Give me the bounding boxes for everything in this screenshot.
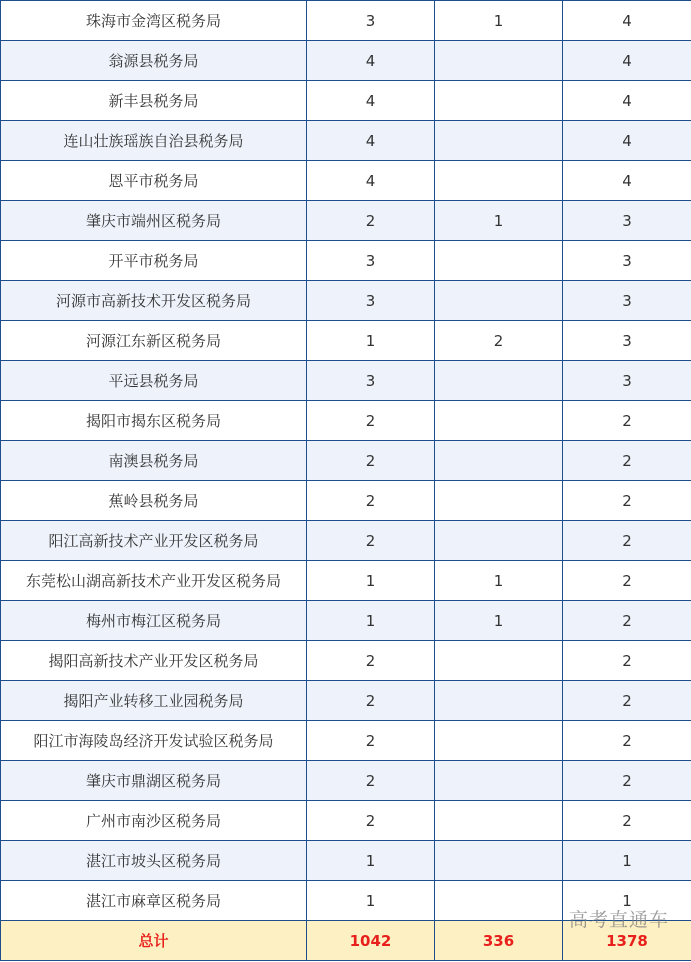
total-col-a-cell: 1042 [307, 921, 435, 961]
office-name-cell: 肇庆市鼎湖区税务局 [1, 761, 307, 801]
table-row [1, 841, 691, 881]
office-name-cell: 阳江高新技术产业开发区税务局 [1, 521, 307, 561]
row-total-cell: 3 [563, 361, 691, 401]
col-b-cell [435, 681, 563, 721]
col-a-cell: 3 [307, 1, 435, 41]
col-b-cell [435, 281, 563, 321]
table-row [1, 641, 691, 681]
col-b-cell [435, 441, 563, 481]
row-total-cell: 2 [563, 401, 691, 441]
table-row [1, 401, 691, 441]
office-name-cell: 湛江市坡头区税务局 [1, 841, 307, 881]
row-total-cell: 2 [563, 721, 691, 761]
office-name-cell: 河源市高新技术开发区税务局 [1, 281, 307, 321]
office-name-cell: 揭阳产业转移工业园税务局 [1, 681, 307, 721]
col-a-cell: 2 [307, 401, 435, 441]
col-a-cell: 2 [307, 441, 435, 481]
row-total-cell: 3 [563, 321, 691, 361]
office-name-cell: 连山壮族瑶族自治县税务局 [1, 121, 307, 161]
office-name-cell: 蕉岭县税务局 [1, 481, 307, 521]
office-name-cell: 新丰县税务局 [1, 81, 307, 121]
row-total-cell: 2 [563, 601, 691, 641]
col-b-cell [435, 801, 563, 841]
col-b-cell [435, 761, 563, 801]
col-a-cell: 2 [307, 201, 435, 241]
col-b-cell [435, 81, 563, 121]
office-name-cell: 肇庆市端州区税务局 [1, 201, 307, 241]
col-b-cell: 1 [435, 1, 563, 41]
office-name-cell: 揭阳市揭东区税务局 [1, 401, 307, 441]
col-a-cell: 2 [307, 801, 435, 841]
table-row [1, 41, 691, 81]
row-total-cell: 1 [563, 881, 691, 921]
office-name-cell: 珠海市金湾区税务局 [1, 1, 307, 41]
row-total-cell: 4 [563, 1, 691, 41]
row-total-cell: 3 [563, 281, 691, 321]
row-total-cell: 4 [563, 121, 691, 161]
table-row [1, 121, 691, 161]
row-total-cell: 4 [563, 81, 691, 121]
total-label-cell: 总计 [1, 921, 307, 961]
table-row [1, 441, 691, 481]
col-a-cell: 4 [307, 41, 435, 81]
total-row [1, 921, 691, 961]
col-a-cell: 1 [307, 561, 435, 601]
row-total-cell: 1 [563, 841, 691, 881]
col-b-cell: 1 [435, 601, 563, 641]
row-total-cell: 4 [563, 161, 691, 201]
col-a-cell: 2 [307, 641, 435, 681]
col-b-cell: 1 [435, 201, 563, 241]
office-name-cell: 翁源县税务局 [1, 41, 307, 81]
table-row [1, 201, 691, 241]
row-total-cell: 2 [563, 481, 691, 521]
watermark-text: 高考直通车 [568, 909, 669, 931]
col-a-cell: 2 [307, 521, 435, 561]
col-a-cell: 1 [307, 321, 435, 361]
col-a-cell: 1 [307, 881, 435, 921]
col-a-cell: 2 [307, 681, 435, 721]
office-name-cell: 湛江市麻章区税务局 [1, 881, 307, 921]
col-b-cell: 2 [435, 321, 563, 361]
row-total-cell: 2 [563, 641, 691, 681]
col-a-cell: 1 [307, 601, 435, 641]
table-row [1, 801, 691, 841]
col-a-cell: 4 [307, 121, 435, 161]
row-total-cell: 3 [563, 201, 691, 241]
col-b-cell [435, 881, 563, 921]
col-b-cell [435, 401, 563, 441]
col-a-cell: 3 [307, 281, 435, 321]
table-row [1, 1, 691, 41]
table-row [1, 161, 691, 201]
col-b-cell: 1 [435, 561, 563, 601]
office-name-cell: 揭阳高新技术产业开发区税务局 [1, 641, 307, 681]
row-total-cell: 2 [563, 761, 691, 801]
table-row [1, 81, 691, 121]
table-row [1, 721, 691, 761]
table-row [1, 321, 691, 361]
col-a-cell: 3 [307, 241, 435, 281]
col-b-cell [435, 121, 563, 161]
col-b-cell [435, 521, 563, 561]
col-b-cell [435, 841, 563, 881]
row-total-cell: 2 [563, 441, 691, 481]
table-row [1, 561, 691, 601]
table-row [1, 881, 691, 921]
table-row [1, 281, 691, 321]
row-total-cell: 4 [563, 41, 691, 81]
office-name-cell: 阳江市海陵岛经济开发试验区税务局 [1, 721, 307, 761]
total-col-b-cell: 336 [435, 921, 563, 961]
col-a-cell: 2 [307, 481, 435, 521]
table-row [1, 601, 691, 641]
col-a-cell: 3 [307, 361, 435, 401]
col-b-cell [435, 721, 563, 761]
office-name-cell: 广州市南沙区税务局 [1, 801, 307, 841]
col-b-cell [435, 481, 563, 521]
col-b-cell [435, 641, 563, 681]
col-a-cell: 2 [307, 721, 435, 761]
office-name-cell: 开平市税务局 [1, 241, 307, 281]
office-name-cell: 恩平市税务局 [1, 161, 307, 201]
table-row [1, 681, 691, 721]
office-name-cell: 东莞松山湖高新技术产业开发区税务局 [1, 561, 307, 601]
table-row [1, 481, 691, 521]
office-name-cell: 河源江东新区税务局 [1, 321, 307, 361]
row-total-cell: 2 [563, 561, 691, 601]
col-b-cell [435, 241, 563, 281]
table-row [1, 241, 691, 281]
row-total-cell: 2 [563, 521, 691, 561]
table-row [1, 521, 691, 561]
row-total-cell: 2 [563, 681, 691, 721]
col-a-cell: 2 [307, 761, 435, 801]
total-sum-cell: 1378 [563, 921, 691, 961]
office-name-cell: 平远县税务局 [1, 361, 307, 401]
col-a-cell: 4 [307, 161, 435, 201]
table-body [1, 1, 691, 961]
col-a-cell: 4 [307, 81, 435, 121]
table-row [1, 761, 691, 801]
col-b-cell [435, 161, 563, 201]
office-name-cell: 南澳县税务局 [1, 441, 307, 481]
col-b-cell [435, 361, 563, 401]
col-a-cell: 1 [307, 841, 435, 881]
row-total-cell: 2 [563, 801, 691, 841]
col-b-cell [435, 41, 563, 81]
table-row [1, 361, 691, 401]
row-total-cell: 3 [563, 241, 691, 281]
office-name-cell: 梅州市梅江区税务局 [1, 601, 307, 641]
